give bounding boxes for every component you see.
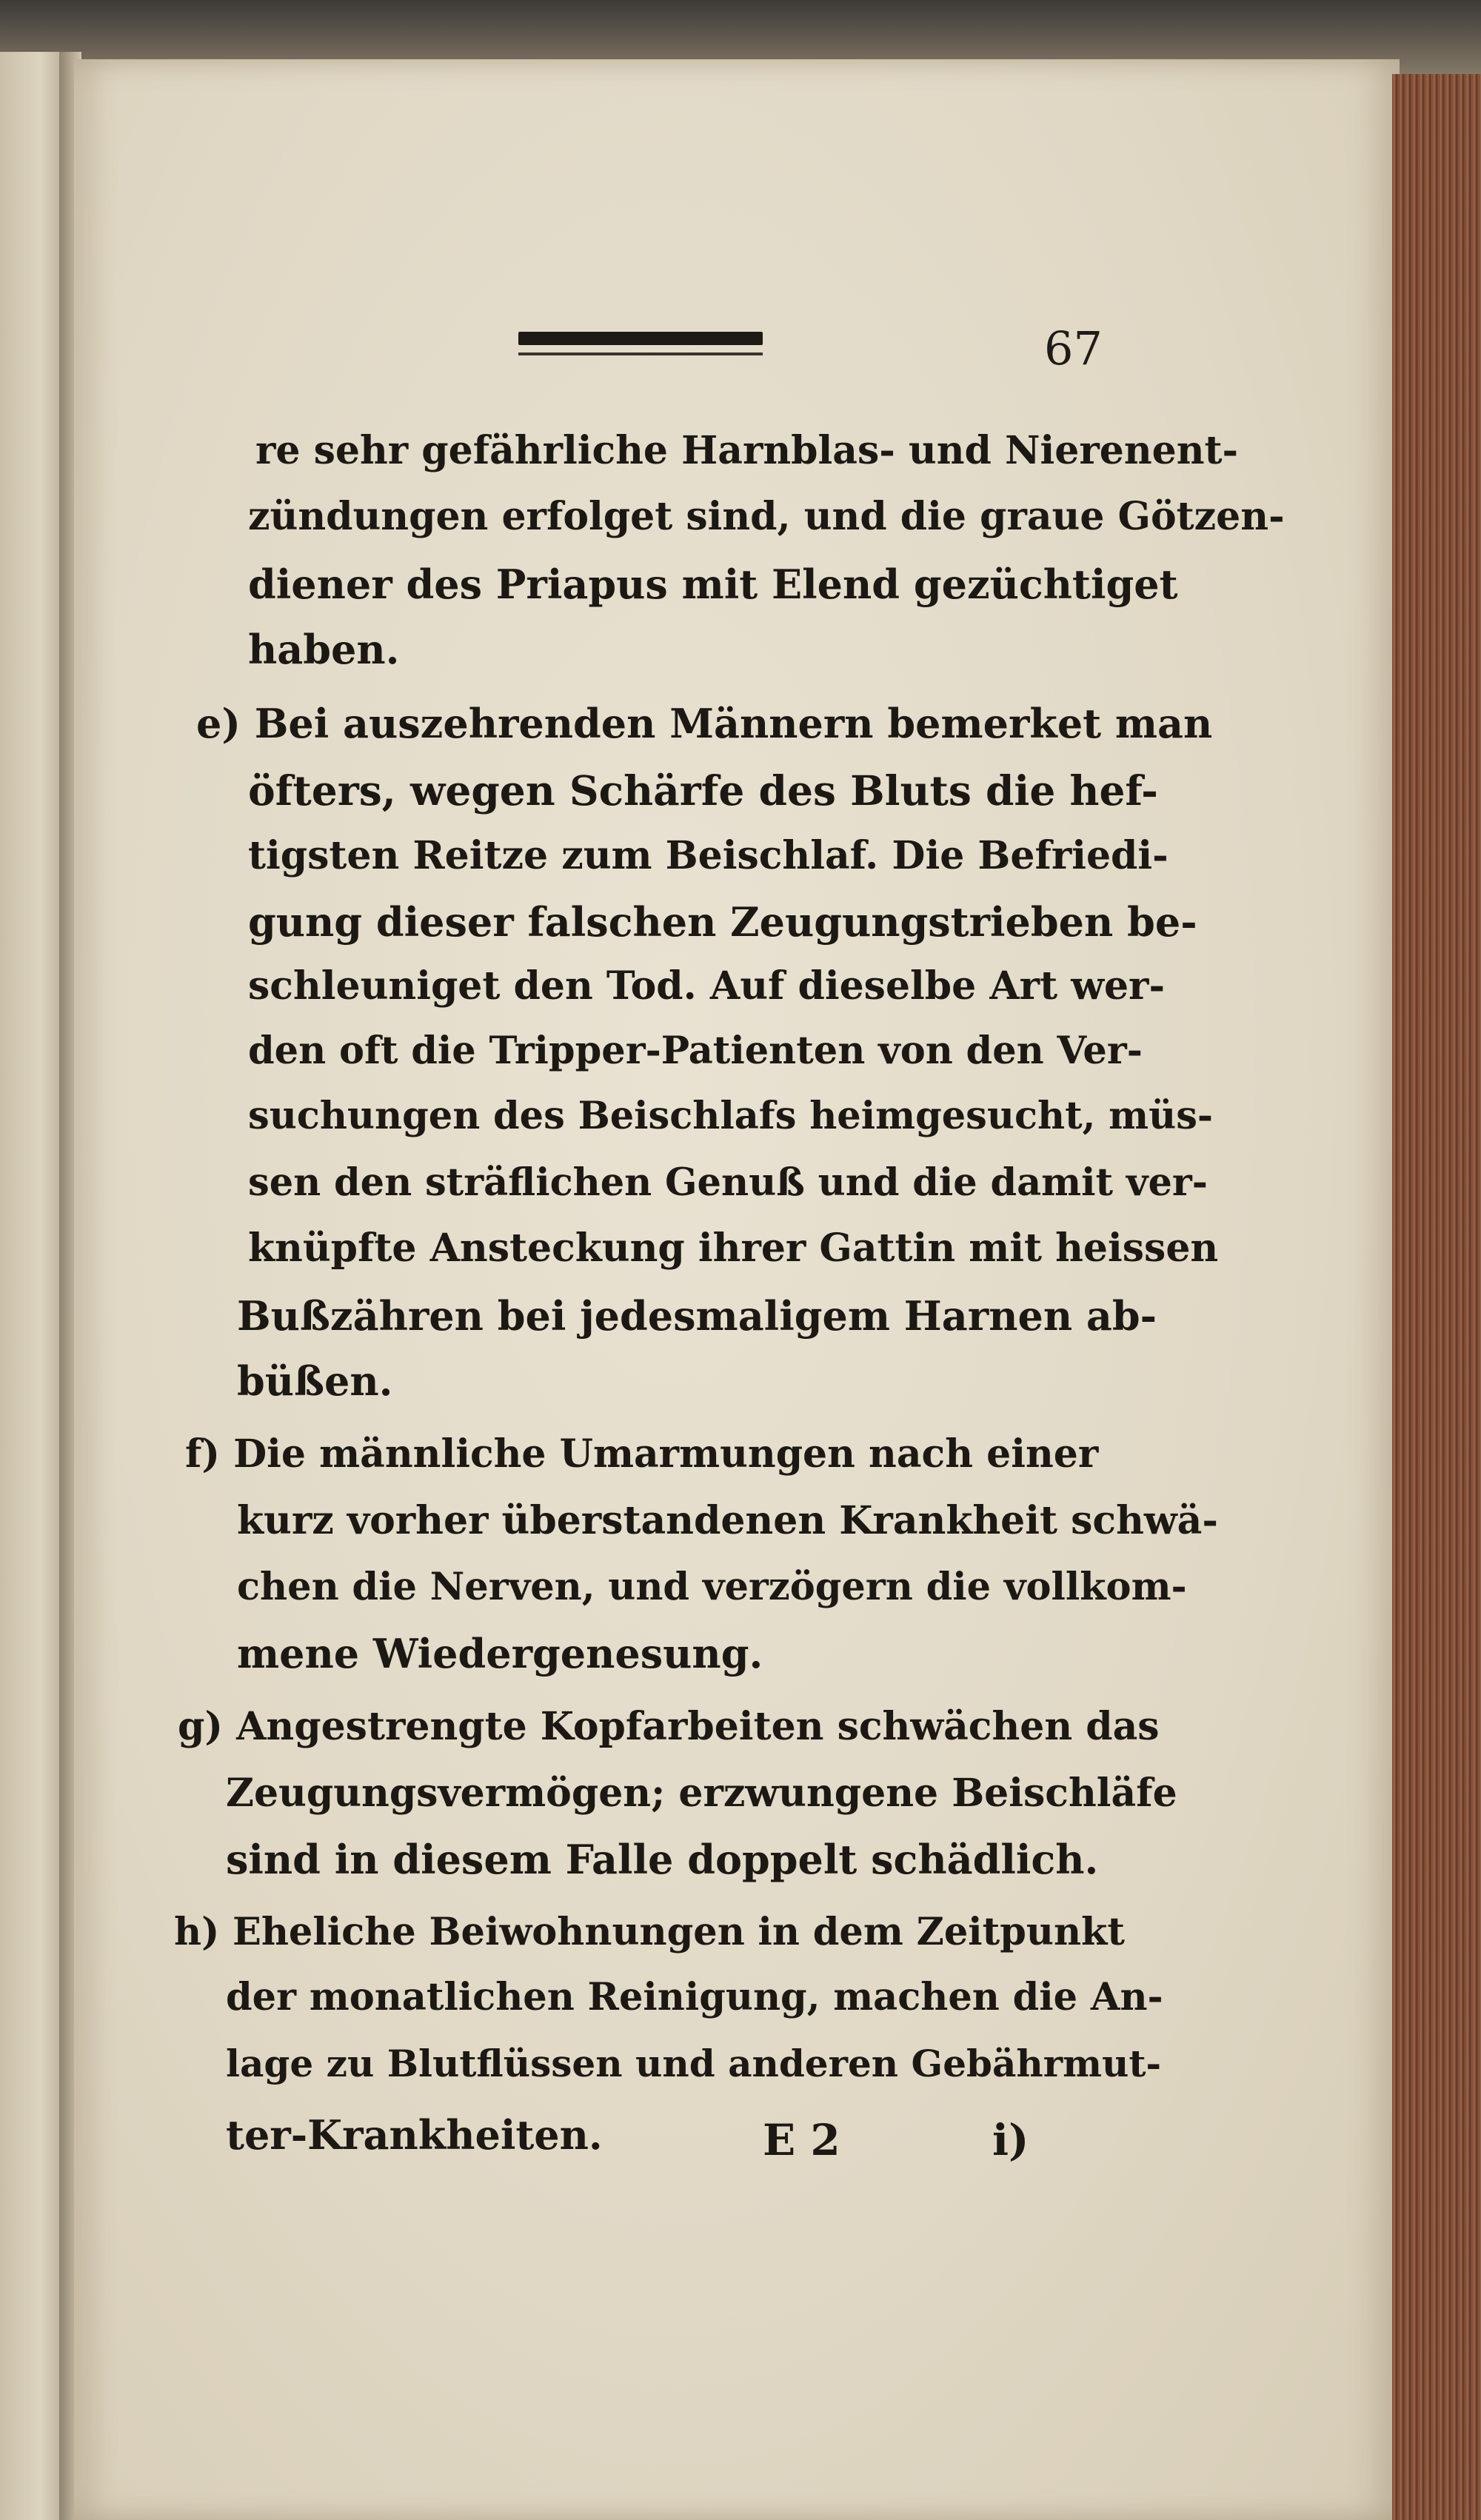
text-line: büßen. — [237, 1357, 393, 1405]
text-line: schleuniget den Tod. Auf dieselbe Art wer- — [248, 963, 1166, 1009]
text-line: der monatlichen Reinigung, machen die An- — [226, 1975, 1163, 2019]
text-line: Bußzähren bei jedesmaligem Harnen ab- — [237, 1292, 1157, 1340]
text-line: zündungen erfolget sind, und die graue Götzen- — [248, 494, 1285, 539]
text-line: sind in diesem Falle doppelt schädlich. — [226, 1836, 1099, 1883]
text-line: re sehr gefährliche Harnblas- und Nierenent- — [255, 428, 1239, 473]
text-line: haben. — [248, 626, 400, 673]
text-line: lage zu Blutflüssen und anderen Gebährmut- — [226, 2042, 1162, 2085]
text-line: mene Wiedergenesung. — [237, 1630, 763, 1677]
text-line: h) Eheliche Beiwohnungen in dem Zeitpunkt — [174, 1910, 1125, 1954]
text-line: g) Angestrengte Kopfarbeiten schwächen das — [178, 1704, 1160, 1749]
text-line: chen die Nerven, und verzögern die vollkom- — [237, 1565, 1187, 1609]
text-line: den oft die Tripper-Patienten von den Ver- — [248, 1029, 1143, 1073]
text-line: gung dieser falschen Zeugungstrieben be- — [248, 898, 1197, 946]
text-line: f) Die männliche Umarmungen nach einer — [185, 1431, 1099, 1477]
catchword: i) — [992, 2115, 1029, 2165]
text-line: sen den sträflichen Genuß und die damit ver- — [248, 1160, 1208, 1205]
text-line: suchungen des Beischlafs heimgesucht, müs- — [248, 1094, 1214, 1138]
page-number: 67 — [1044, 321, 1103, 375]
text-line: diener des Priapus mit Elend gezüchtiget — [248, 561, 1178, 608]
text-line: e) Bei auszehrenden Männern bemerket man — [196, 700, 1213, 747]
text-line: kurz vorher überstandenen Krankheit schwä- — [237, 1498, 1218, 1543]
text-line: tigsten Reitze zum Beischlaf. Die Befriedi- — [248, 833, 1169, 878]
text-line: öfters, wegen Schärfe des Bluts die hef- — [248, 766, 1158, 815]
text-line: Zeugungsvermögen; erzwungene Beischläfe — [226, 1771, 1177, 1816]
text-line: knüpfte Ansteckung ihrer Gattin mit heissen — [248, 1226, 1219, 1271]
signature-mark: E 2 — [763, 2115, 840, 2165]
text-line: ter-Krankheiten. — [226, 2111, 603, 2159]
